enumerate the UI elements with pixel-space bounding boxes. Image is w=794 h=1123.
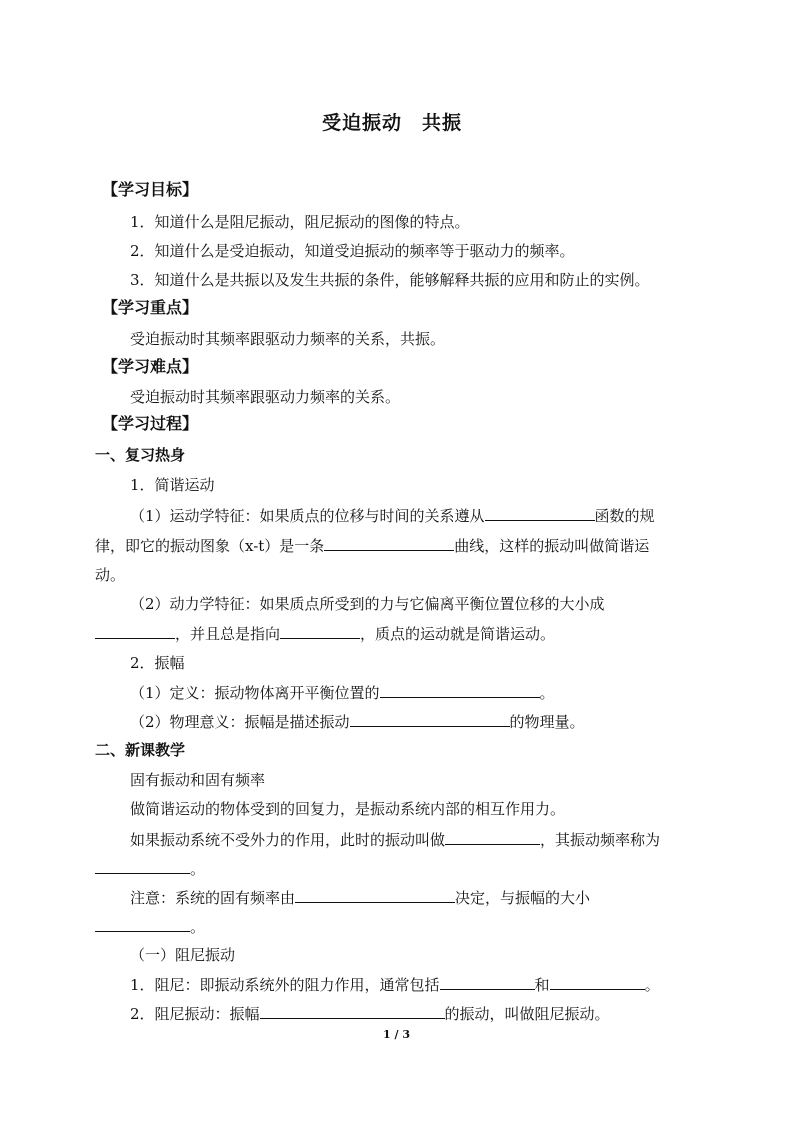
page-number: 1 / 3 (383, 1028, 410, 1041)
kinematics-text: 函数的规 (594, 507, 655, 525)
answer-blank[interactable] (280, 623, 360, 639)
goals-header: 【学习目标】 (102, 180, 199, 199)
answer-blank[interactable] (440, 974, 535, 990)
dynamics-line (95, 623, 555, 644)
difficulty-text: 受迫振动时其频率跟驱动力频率的关系。 (130, 388, 401, 406)
physical-meaning-text: 的物理量。 (509, 713, 585, 731)
damping-item (130, 1003, 610, 1024)
lesson-paragraph (95, 858, 205, 879)
review-item-2: 2．振幅 (130, 654, 185, 672)
note-text: 注意：系统的固有频率由 (130, 889, 296, 907)
answer-blank[interactable] (95, 858, 190, 874)
goal-item: 2．知道什么是受迫振动，知道受迫振动的频率等于驱动力的频率。 (130, 242, 575, 260)
physical-meaning-text: （2）物理意义：振幅是描述振动 (130, 713, 350, 731)
definition-text: 。 (539, 684, 555, 702)
goal-item: 3．知道什么是共振以及发生共振的条件，能够解释共振的应用和防止的实例。 (130, 271, 650, 289)
note-text: 决定，与振幅的大小 (455, 889, 591, 907)
review-header: 一、复习热身 (95, 446, 186, 464)
lesson-paragraph (130, 829, 660, 850)
answer-blank[interactable] (295, 887, 455, 903)
lesson-text: ，其振动频率称为 (540, 831, 661, 849)
answer-blank[interactable] (380, 682, 540, 698)
process-header: 【学习过程】 (102, 414, 199, 433)
answer-blank[interactable] (324, 535, 454, 551)
damping-header: （一）阻尼振动 (130, 946, 236, 964)
key-header: 【学习重点】 (102, 298, 199, 317)
definition-line (130, 682, 555, 703)
answer-blank[interactable] (95, 916, 190, 932)
answer-blank[interactable] (260, 1003, 445, 1019)
page-title: 受迫振动 共振 (322, 112, 463, 134)
damping-text: 和 (534, 976, 550, 994)
lesson-paragraph: 做简谐运动的物体受到的回复力，是振动系统内部的相互作用力。 (130, 800, 566, 818)
difficulty-header: 【学习难点】 (102, 357, 199, 376)
damping-text: 2．阻尼振动：振幅 (130, 1005, 260, 1023)
answer-blank[interactable] (550, 974, 645, 990)
kinematics-line (130, 505, 655, 526)
kinematics-text: （1）运动学特征：如果质点的位移与时间的关系遵从 (130, 507, 485, 525)
answer-blank[interactable] (485, 505, 595, 521)
kinematics-line: 动。 (95, 566, 126, 584)
note-line (95, 916, 205, 937)
damping-item (130, 974, 660, 995)
damping-text: 1．阻尼：即振动系统外的阻力作用，通常包括 (130, 976, 440, 994)
kinematics-text: 律，即它的振动图象（x-t）是一条 (95, 537, 325, 555)
note-text: 。 (190, 918, 206, 936)
lesson-subheader: 固有振动和固有频率 (130, 771, 266, 789)
dynamics-text: ，并且总是指向 (175, 625, 281, 643)
dynamics-line: （2）动力学特征：如果质点所受到的力与它偏离平衡位置位移的大小成 (130, 595, 605, 613)
damping-text: 。 (644, 976, 660, 994)
key-text: 受迫振动时其频率跟驱动力频率的关系，共振。 (130, 330, 446, 348)
lesson-text: 。 (190, 860, 206, 878)
dynamics-text: ，质点的运动就是简谐运动。 (360, 625, 556, 643)
physical-meaning-line (130, 711, 585, 732)
review-item-1: 1．简谐运动 (130, 476, 215, 494)
goal-item: 1．知道什么是阻尼振动，阻尼振动的图像的特点。 (130, 213, 470, 231)
note-line (130, 887, 590, 908)
answer-blank[interactable] (445, 829, 540, 845)
kinematics-line (95, 535, 649, 556)
kinematics-text: 曲线，这样的振动叫做简谐运 (454, 537, 650, 555)
lesson-text: 如果振动系统不受外力的作用，此时的振动叫做 (130, 831, 446, 849)
answer-blank[interactable] (350, 711, 510, 727)
lesson-header: 二、新课教学 (95, 741, 186, 759)
definition-text: （1）定义：振动物体离开平衡位置的 (130, 684, 380, 702)
damping-text: 的振动，叫做阻尼振动。 (444, 1005, 610, 1023)
answer-blank[interactable] (95, 623, 175, 639)
